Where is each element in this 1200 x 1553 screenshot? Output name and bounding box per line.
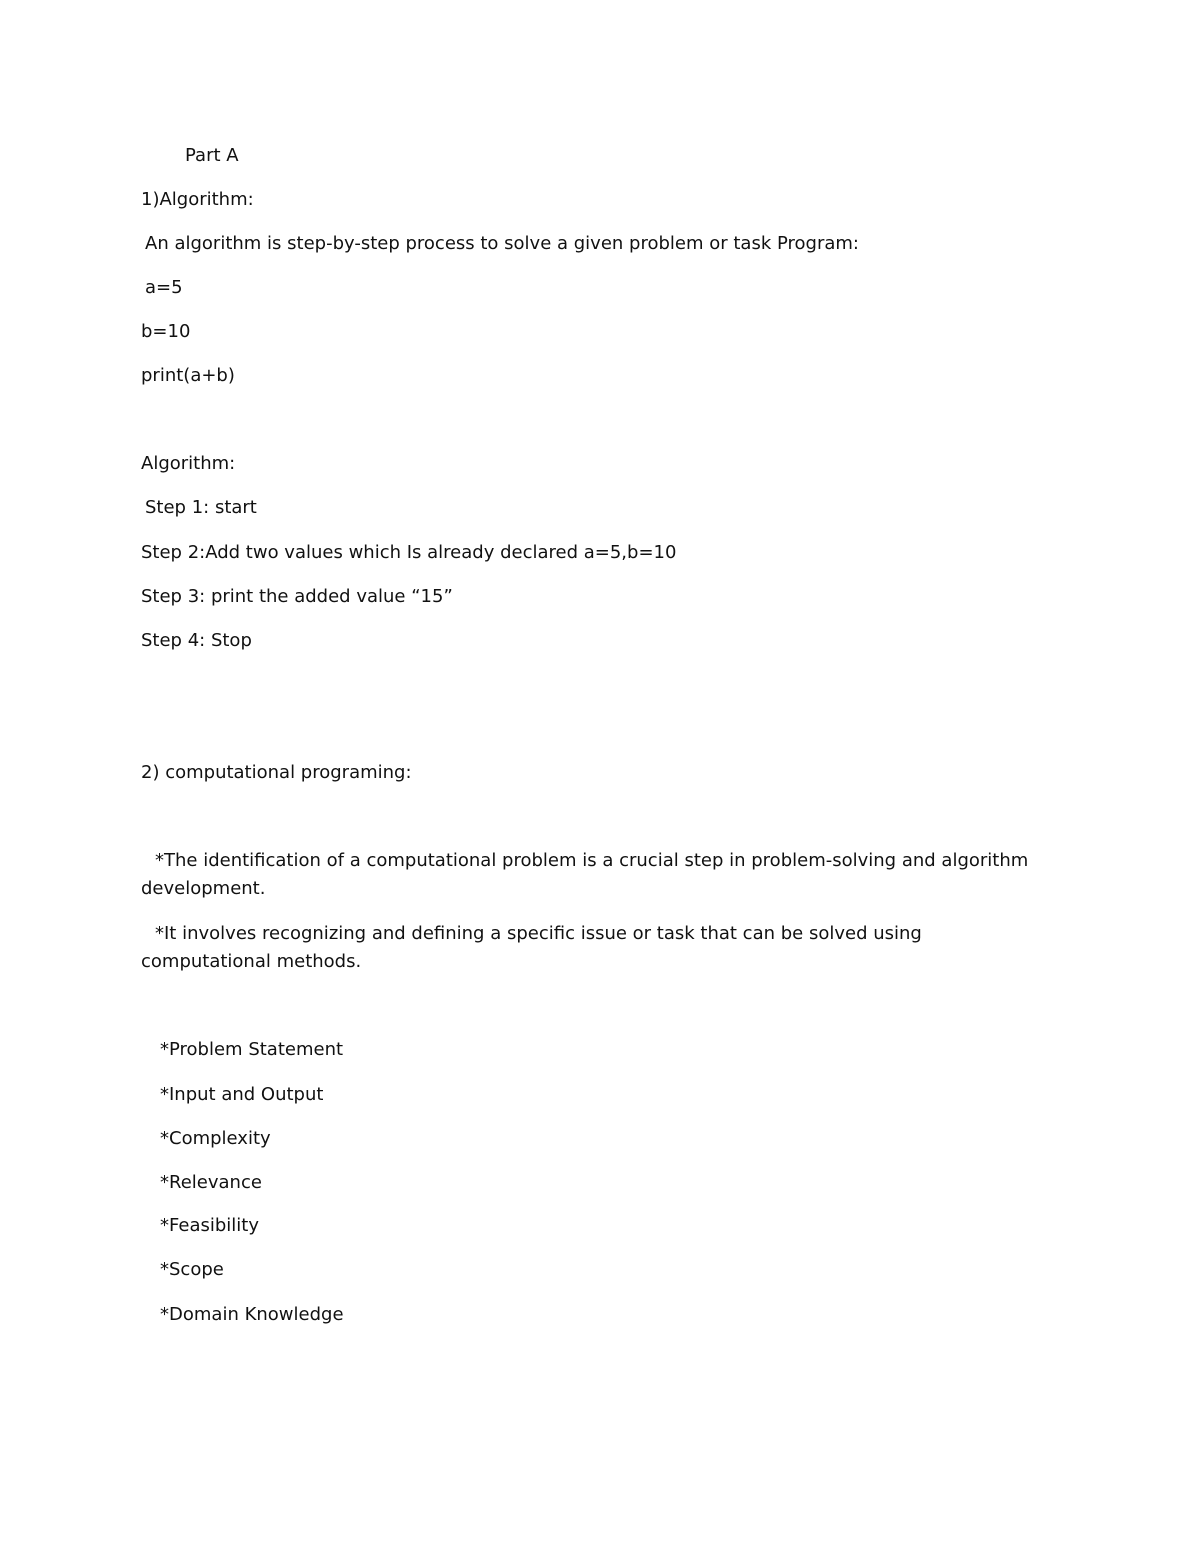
program-line-1: a=5 xyxy=(145,277,183,298)
bullet-problem-statement: *Problem Statement xyxy=(160,1039,344,1060)
bullet-relevance: *Relevance xyxy=(160,1172,262,1193)
bullet-feasibility: *Feasibility xyxy=(160,1215,259,1236)
step-4: Step 4: Stop xyxy=(141,630,252,651)
step-3: Step 3: print the added value “15” xyxy=(141,586,453,607)
q2-heading: 2) computational programing: xyxy=(141,762,412,783)
paragraph-2: *It involves recognizing and defining a specific issue or task that can be solved using computational methods. xyxy=(141,923,922,972)
bullet-complexity: *Complexity xyxy=(160,1128,271,1149)
q1-heading: 1)Algorithm: xyxy=(141,189,254,210)
bullet-domain-knowledge: *Domain Knowledge xyxy=(160,1304,344,1325)
bullet-input-output: *Input and Output xyxy=(160,1084,324,1105)
part-title: Part A xyxy=(185,145,239,166)
step-2: Step 2:Add two values which Is already declared a=5,b=10 xyxy=(141,542,677,563)
algorithm-heading: Algorithm: xyxy=(141,453,236,474)
paragraph-1: *The identification of a computational problem is a crucial step in problem-solving and algorithm development. xyxy=(141,850,1029,899)
step-1: Step 1: start xyxy=(145,497,257,518)
bullet-scope: *Scope xyxy=(160,1259,224,1280)
algorithm-definition: An algorithm is step-by-step process to solve a given problem or task Program: xyxy=(145,233,859,254)
program-line-3: print(a+b) xyxy=(141,365,235,386)
program-line-2: b=10 xyxy=(141,321,191,342)
